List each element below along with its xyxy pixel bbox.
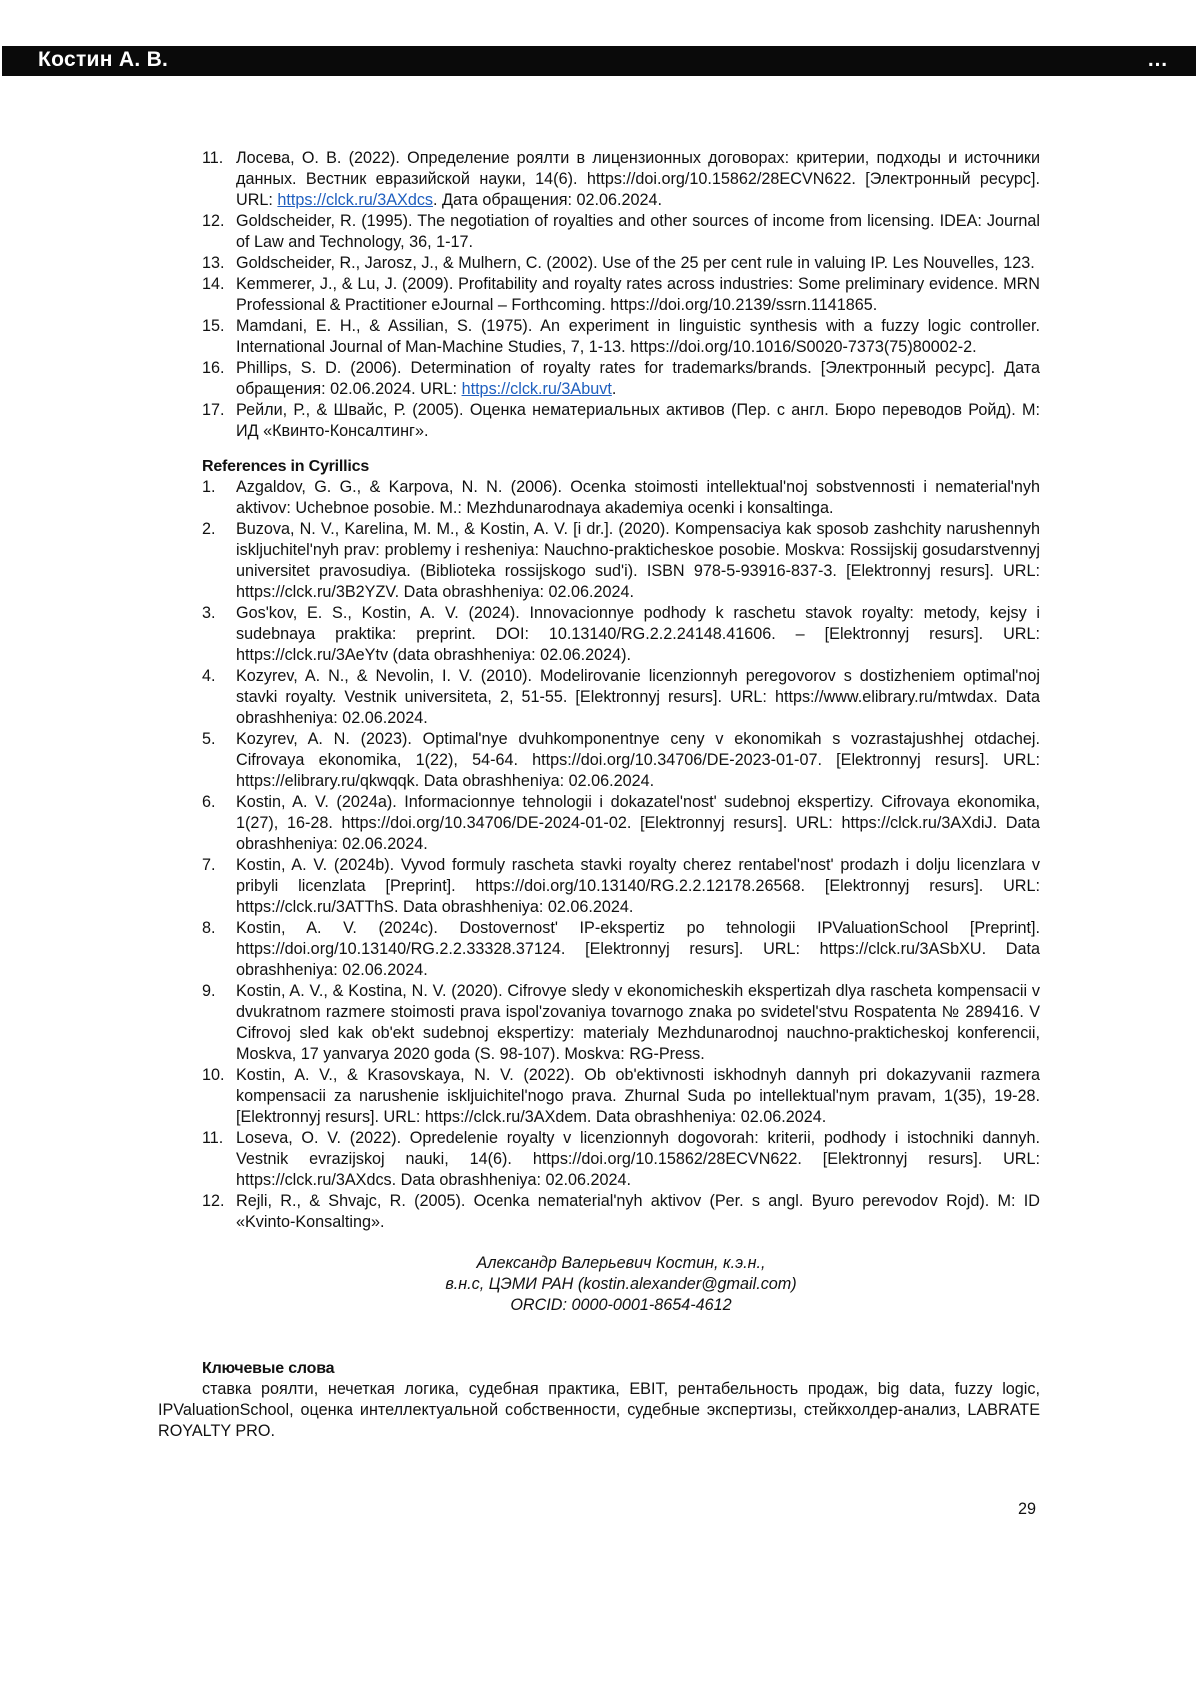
reference-number: 12. (202, 1192, 225, 1210)
reference-number: 1. (202, 478, 216, 496)
reference-text: Kemmerer, J., & Lu, J. (2009). Profitability and royalty rates across industries: Some preliminary evidence. MRN Professional & Practitioner eJournal – Forthcoming. https://doi.org/10.2139/ssrn.1141865. (236, 275, 1040, 314)
reference-text: Kozyrev, A. N., & Nevolin, I. V. (2010). Modelirovanie licenzionnyh peregovorov s dostizheniem optimal'noj stavki royalty. Vestnik universiteta, 2, 51-55. [Elektronnyj resurs]. URL: https://www.elibrary.ru/mtwdax. Data obrashheniya: 02.06.2024. (236, 667, 1040, 727)
reference-item (202, 519, 1040, 603)
reference-text: Kostin, A. V. (2024a). Informacionnye tehnologii i dokazatel'nost' sudebnoj ekspertizy. Cifrovaya ekonomika, 1(27), 16-28. https://doi.org/10.34706/DE-2024-01-02. [Elektronnyj resurs]. URL: https://clck.ru/3AXdiJ. Data obrashheniya: 02.06.2024. (236, 793, 1040, 853)
reference-item (202, 477, 1040, 519)
reference-text: Rejli, R., & Shvajc, R. (2005). Ocenka nematerial'nyh aktivov (Per. s angl. Byuro perevodov Rojd). M: ID «Kvinto-Konsalting». (236, 1192, 1040, 1231)
header-ellipsis: … (1147, 48, 1168, 71)
reference-text: Gos'kov, E. S., Kostin, A. V. (2024). Innovacionnye podhody k raschetu stavok royalty: metody, kejsy i sudebnaya praktika: preprint. DOI: 10.13140/RG.2.2.24148.41606. – [Elektronnyj resurs]. URL: https://clck.ru/3AeYtv (data obrashheniya: 02.06.2024). (236, 604, 1040, 664)
reference-text: Kostin, A. V., & Kostina, N. V. (2020). Cifrovye sledy v ekonomicheskih ekspertizah dlya rascheta kompensacii v dvukratnom razmere stoimosti prava ispol'zovaniya tovarnogo znaka po svidetel'stvu Rospatenta № 289416. V Cifrovoj sled kak ob'ekt sudebnoj ekspertizy: materialy Mezhdunarodnoj nauchno-prakticheskoj konferencii, Moskva, 17 yanvarya 2020 goda (S. 98-107). Moskva: RG-Press. (236, 982, 1040, 1063)
reference-text: Goldscheider, R., Jarosz, J., & Mulhern, C. (2002). Use of the 25 per cent rule in valuing IP. Les Nouvelles, 123. (236, 254, 1035, 272)
reference-text: Лосева, О. В. (2022). Определение роялти в лицензионных договорах: критерии, подходы и источники данных. Вестник евразийской науки, 14(6). https://doi.org/10.15862/28ECVN622. [Электронный ресурс]. URL: (236, 149, 1040, 209)
running-header (2, 46, 1196, 76)
references-cyrillics-heading: References in Cyrillics (202, 458, 370, 475)
reference-number: 4. (202, 667, 216, 685)
reference-number: 7. (202, 856, 216, 874)
reference-item (202, 855, 1040, 918)
reference-item (202, 666, 1040, 729)
reference-number: 11. (202, 1129, 224, 1147)
reference-item (202, 316, 1040, 358)
reference-link[interactable]: https://clck.ru/3AXdcs (277, 191, 434, 209)
page-number: 29 (1018, 1500, 1037, 1518)
signature-affiliation-line: в.н.с, ЦЭМИ РАН (kostin.alexander@gmail.com) (445, 1275, 797, 1293)
reference-number: 12. (202, 212, 225, 230)
reference-number: 15. (202, 317, 225, 335)
reference-text: Kostin, A. V. (2024b). Vyvod formuly rascheta stavki royalty cherez rentabel'nost' prodazh i dolju licenzlara v pribyli licenzlata [Preprint]. https://doi.org/10.13140/RG.2.2.12178.26568. [Elektronnyj resurs]. URL: https://clck.ru/3ATThS. Data obrashheniya: 02.06.2024. (236, 856, 1040, 916)
reference-list-transliterated (202, 477, 1040, 1233)
reference-item (202, 274, 1040, 316)
reference-text-after: . Дата обращения: 02.06.2024. (433, 191, 663, 209)
signature-orcid-line: ORCID: 0000-0001-8654-4612 (510, 1296, 732, 1314)
signature-name-line: Александр Валерьевич Костин, к.э.н., (476, 1254, 766, 1272)
reference-number: 11. (202, 149, 224, 167)
reference-number: 9. (202, 982, 216, 1000)
reference-text: Goldscheider, R. (1995). The negotiation of royalties and other sources of income from licensing. IDEA: Journal of Law and Technology, 36, 1-17. (236, 212, 1040, 251)
reference-item (202, 148, 1040, 211)
reference-text: Рейли, Р., & Швайс, Р. (2005). Оценка нематериальных активов (Пер. с англ. Бюро переводов Ройд). М: ИД «Квинто-Консалтинг». (236, 401, 1040, 440)
reference-item (202, 1191, 1040, 1233)
reference-list-original (202, 148, 1040, 442)
reference-item (202, 729, 1040, 792)
reference-number: 13. (202, 254, 225, 272)
reference-text: Mamdani, E. H., & Assilian, S. (1975). An experiment in linguistic synthesis with a fuzzy logic controller. International Journal of Man-Machine Studies, 7, 1-13. https://doi.org/10.1016/S0020-7373(75)80002-2. (236, 317, 1040, 356)
reference-item (202, 1128, 1040, 1191)
reference-item (202, 1065, 1040, 1128)
reference-number: 3. (202, 604, 216, 622)
reference-item (202, 400, 1040, 442)
reference-text: Buzova, N. V., Karelina, M. M., & Kostin, A. V. [i dr.]. (2020). Kompensaciya kak sposob zashchity narushennyh iskljuchitel'nyh prav: problemy i resheniya: Nauchno-prakticheskoe posobie. Moskva: Rossijskij gosudarstvennyj universitet pravosudiya. (Biblioteka rossijskogo sud'i). ISBN 978-5-93916-837-3. [Elektronnyj resurs]. URL: https://clck.ru/3B2YZV. Data obrashheniya: 02.06.2024. (236, 520, 1040, 601)
reference-item (202, 603, 1040, 666)
reference-text: Azgaldov, G. G., & Karpova, N. N. (2006). Ocenka stoimosti intellektual'noj sobstvennosti i nematerial'nyh aktivov: Uchebnoe posobie. M.: Mezhdunarodnaya akademiya ocenki i konsaltinga. (236, 478, 1040, 517)
reference-item (202, 981, 1040, 1065)
reference-item (202, 253, 1040, 274)
reference-number: 17. (202, 401, 225, 419)
keywords-text: ставка роялти, нечеткая логика, судебная практика, EBIT, рентабельность продаж, big data, fuzzy logic, IPValuationSchool, оценка интеллектуальной собственности, судебные экспертизы, стейкхолдер-анализ, LABRATE ROYALTY PRO. (158, 1380, 1040, 1440)
reference-text-after: . (611, 380, 617, 398)
reference-number: 16. (202, 359, 225, 377)
author-signature (202, 1253, 1040, 1316)
reference-text: Loseva, O. V. (2022). Opredelenie royalty v licenzionnyh dogovorah: kriterii, podhody i istochniki dannyh. Vestnik evrazijskoj nauki, 14(6). https://doi.org/10.15862/28ECVN622. [Elektronnyj resurs]. URL: https://clck.ru/3AXdcs. Data obrashheniya: 02.06.2024. (236, 1129, 1040, 1189)
reference-number: 14. (202, 275, 225, 293)
reference-number: 2. (202, 520, 216, 538)
reference-item (202, 792, 1040, 855)
reference-item (202, 211, 1040, 253)
header-author: Костин А. В. (38, 48, 169, 71)
reference-item (202, 358, 1040, 400)
reference-link[interactable]: https://clck.ru/3Abuvt (461, 380, 612, 398)
keywords-title: Ключевые слова (202, 1360, 335, 1377)
reference-number: 5. (202, 730, 216, 748)
reference-number: 6. (202, 793, 216, 811)
reference-text: Kostin, A. V. (2024c). Dostovernost' IP-ekspertiz po tehnologii IPValuationSchool [Preprint]. https://doi.org/10.13140/RG.2.2.33328.37124. [Elektronnyj resurs]. URL: https://clck.ru/3ASbXU. Data obrashheniya: 02.06.2024. (236, 919, 1040, 979)
reference-text: Kostin, A. V., & Krasovskaya, N. V. (2022). Ob ob'ektivnosti iskhodnyh dannyh pri dokazyvanii razmera kompensacii za narushenie iskljuichitel'nogo prava. Zhurnal Suda po intellektual'nym pravam, 1(35), 19-28. [Elektronnyj resurs]. URL: https://clck.ru/3AXdem. Data obrashheniya: 02.06.2024. (236, 1066, 1040, 1126)
reference-item (202, 918, 1040, 981)
main-content (202, 148, 1040, 1379)
reference-text: Phillips, S. D. (2006). Determination of royalty rates for trademarks/brands. [Электронный ресурс]. Дата обращения: 02.06.2024. URL: (236, 359, 1040, 398)
reference-number: 8. (202, 919, 216, 937)
reference-text: Kozyrev, A. N. (2023). Optimal'nye dvuhkomponentnye ceny v ekonomikah s vozrastajushhej otdachej. Cifrovaya ekonomika, 1(22), 54-64. https://doi.org/10.34706/DE-2023-01-07. [Elektronnyj resurs]. URL: https://elibrary.ru/qkwqqk. Data obrashheniya: 02.06.2024. (236, 730, 1040, 790)
reference-number: 10. (202, 1066, 225, 1084)
